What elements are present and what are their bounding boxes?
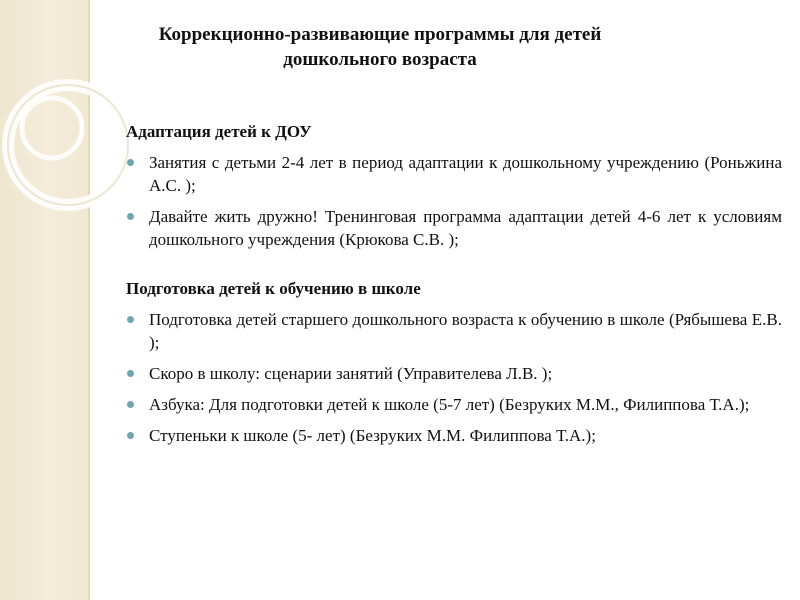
bullet-list [126, 151, 782, 251]
list-item-text: Давайте жить дружно! Тренинговая программа адаптации детей 4-6 лет к условиям дошкольного учреждения (Крюкова С.В. ); [149, 207, 782, 249]
list-item [126, 151, 782, 197]
list-item [126, 424, 782, 447]
slide-content [126, 120, 782, 455]
bullet-icon [127, 401, 134, 408]
list-item-text: Подготовка детей старшего дошкольного возраста к обучению в школе (Рябышева Е.В. ); [149, 310, 782, 352]
section-school-preparation [126, 277, 782, 447]
bullet-icon [127, 316, 134, 323]
small-ring-shape [22, 98, 82, 158]
bullet-icon [127, 159, 134, 166]
list-item-text: Ступеньки к школе (5- лет) (Безруких М.М. Филиппова Т.А.); [149, 426, 596, 445]
list-item [126, 205, 782, 251]
slide-title [130, 22, 630, 72]
list-item [126, 362, 782, 385]
bullet-list [126, 308, 782, 447]
bullet-icon [127, 370, 134, 377]
bullet-icon [127, 213, 134, 220]
section-heading: Адаптация детей к ДОУ [126, 122, 312, 141]
list-item-text: Азбука: Для подготовки детей к школе (5-7 лет) (Безруких М.М., Филиппова Т.А.); [149, 395, 750, 414]
slide-title-line-1: Коррекционно-развивающие программы для детей [158, 24, 602, 45]
section-heading: Подготовка детей к обучению в школе [126, 279, 421, 298]
list-item-text: Занятия с детьми 2-4 лет в период адаптации к дошкольному учреждению (Роньжина А.С. ); [149, 153, 782, 195]
slide-title-line-2: дошкольного возраста [283, 49, 477, 70]
bullet-icon [127, 432, 134, 439]
list-item-text: Скоро в школу: сценарии занятий (Управителева Л.В. ); [149, 364, 553, 383]
list-item [126, 393, 782, 416]
section-adaptation [126, 120, 782, 251]
list-item [126, 308, 782, 354]
